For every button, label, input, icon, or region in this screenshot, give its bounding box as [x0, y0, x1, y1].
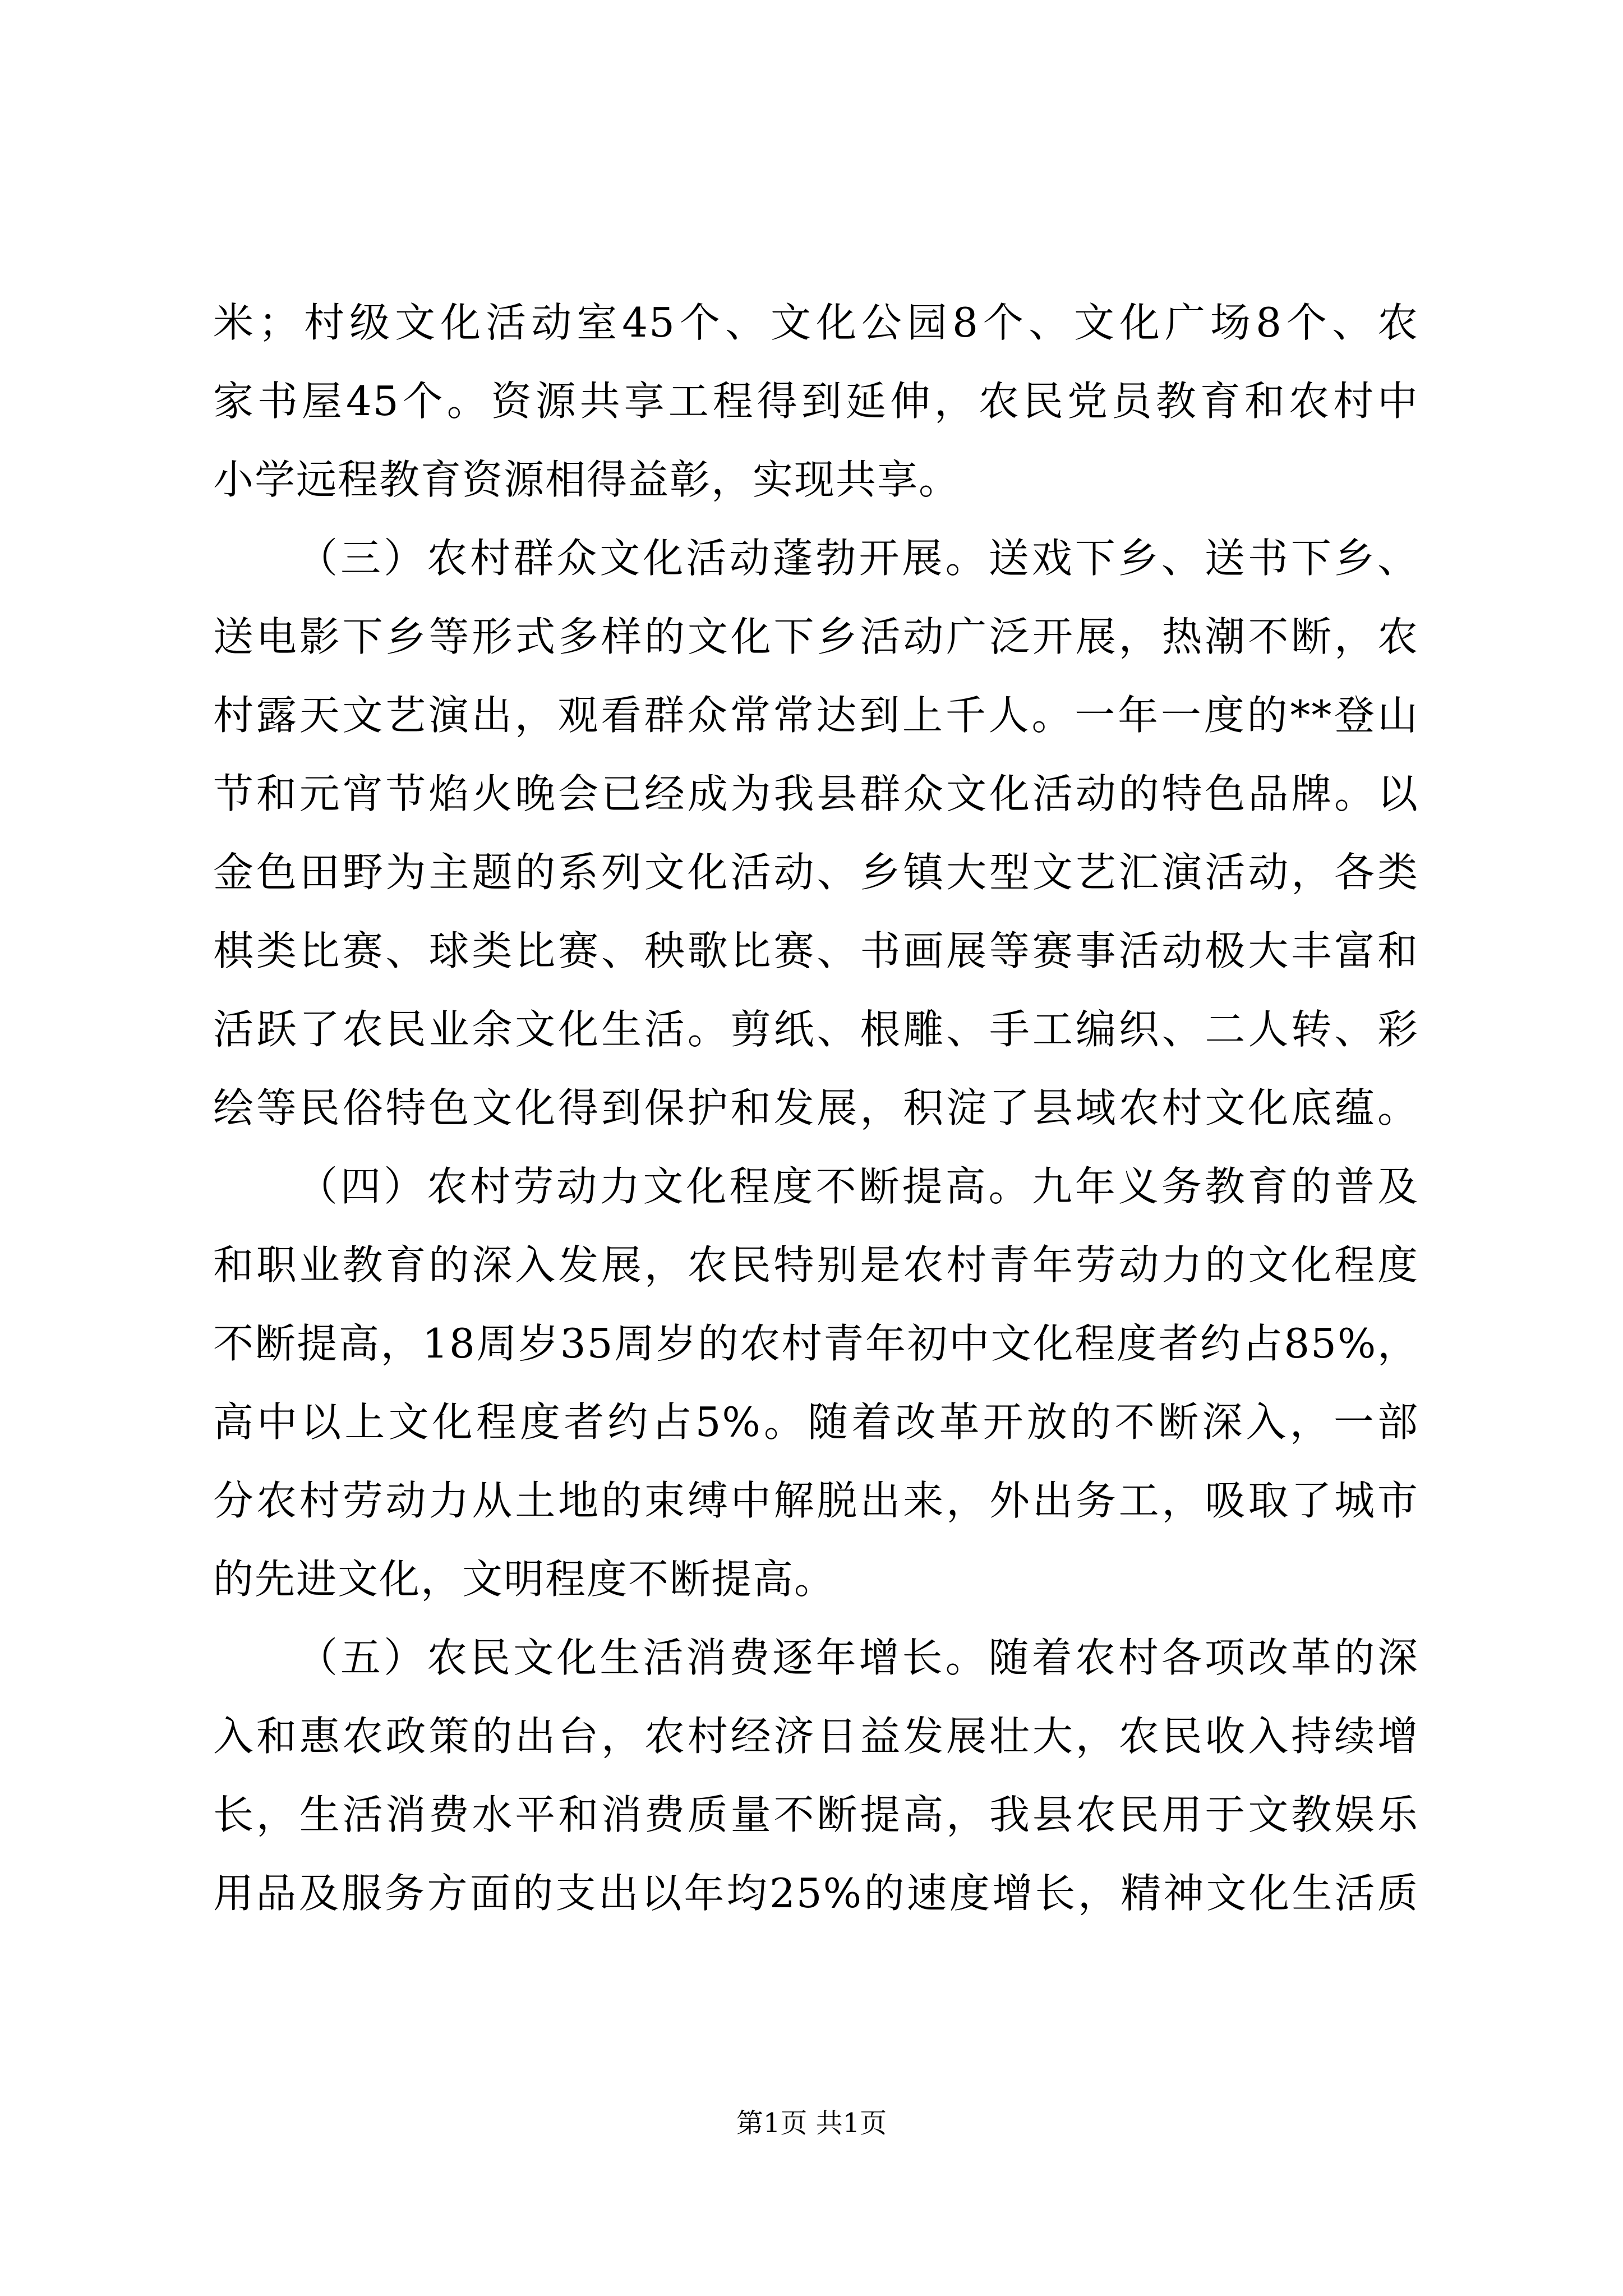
text-line: 不断提高，18周岁35周岁的农村青年初中文化程度者约占85%， — [213, 1320, 1419, 1367]
text-line: （五）农民文化生活消费逐年增长。随着农村各项改革的深 — [297, 1634, 1419, 1681]
text-line: 绘等民俗特色文化得到保护和发展，积淀了县域农村文化底蕴。 — [213, 1084, 1419, 1131]
text-line: 小学远程教育资源相得益彰，实现共享。 — [213, 456, 961, 503]
document-body — [213, 283, 1419, 1932]
text-line: 棋类比赛、球类比赛、秧歌比赛、书画展等赛事活动极大丰富和 — [213, 927, 1419, 974]
text-line: 入和惠农政策的出台，农村经济日益发展壮大，农民收入持续增 — [213, 1713, 1419, 1760]
text-line: 村露天文艺演出，观看群众常常达到上千人。一年一度的**登山 — [213, 692, 1419, 739]
text-line: 活跃了农民业余文化生活。剪纸、根雕、手工编织、二人转、彩 — [213, 1006, 1419, 1053]
text-line: 米；村级文化活动室45个、文化公园8个、文化广场8个、农 — [213, 299, 1419, 346]
text-line: 送电影下乡等形式多样的文化下乡活动广泛开展，热潮不断，农 — [213, 613, 1419, 660]
text-line: 用品及服务方面的支出以年均25%的速度增长，精神文化生活质 — [213, 1870, 1419, 1917]
text-line: 分农村劳动力从土地的束缚中解脱出来，外出务工，吸取了城市 — [213, 1477, 1419, 1524]
page-footer: 第1页 共1页 — [736, 2108, 887, 2139]
text-line: 高中以上文化程度者约占5%。随着改革开放的不断深入，一部 — [213, 1398, 1419, 1446]
text-line: 节和元宵节焰火晚会已经成为我县群众文化活动的特色品牌。以 — [213, 770, 1419, 817]
text-line: 和职业教育的深入发展，农民特别是农村青年劳动力的文化程度 — [213, 1241, 1419, 1289]
text-line: 的先进文化，文明程度不断提高。 — [213, 1556, 836, 1603]
text-line: 长，生活消费水平和消费质量不断提高，我县农民用于文教娱乐 — [213, 1791, 1419, 1838]
text-line: （三）农村群众文化活动蓬勃开展。送戏下乡、送书下乡、 — [297, 535, 1419, 582]
text-line: 家书屋45个。资源共享工程得到延伸，农民党员教育和农村中 — [213, 378, 1419, 425]
text-line: （四）农村劳动力文化程度不断提高。九年义务教育的普及 — [297, 1163, 1419, 1210]
text-line: 金色田野为主题的系列文化活动、乡镇大型文艺汇演活动，各类 — [213, 849, 1419, 896]
